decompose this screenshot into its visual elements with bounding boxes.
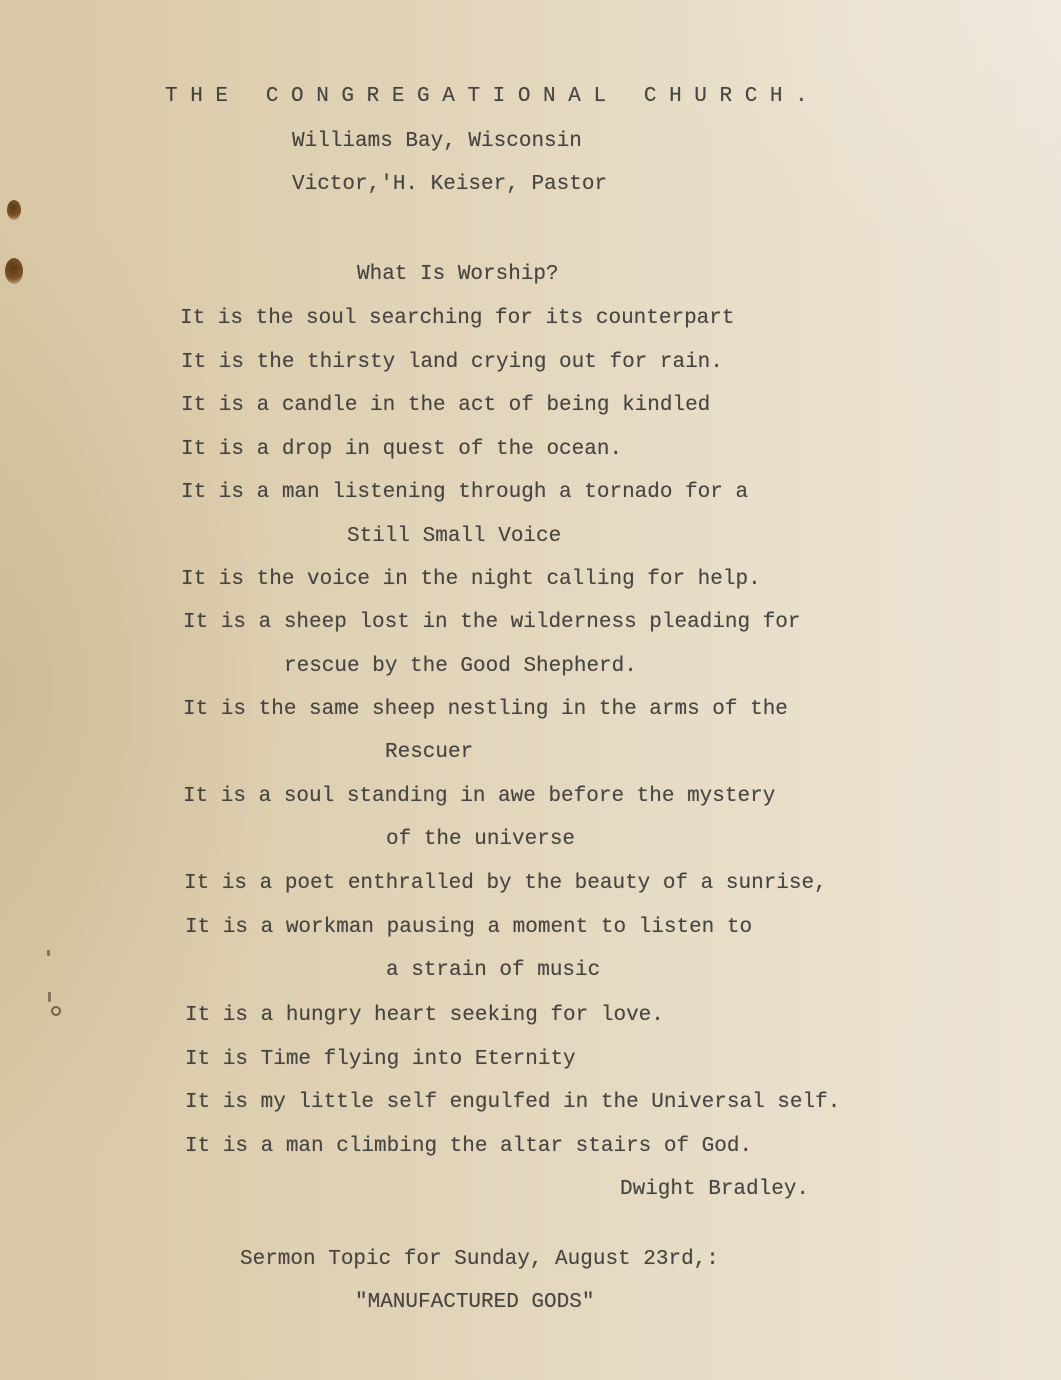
sermon-topic-label: Sermon Topic for Sunday, August 23rd,: — [240, 1248, 719, 1271]
sermon-title: "MANUFACTURED GODS" — [355, 1291, 595, 1314]
paper-stain-spot — [5, 258, 23, 284]
poem-line: It is a hungry heart seeking for love. — [185, 1004, 664, 1027]
poem-line: It is the voice in the night calling for help. — [181, 568, 761, 591]
poem-line: It is a poet enthralled by the beauty of a sunrise, — [184, 872, 827, 895]
poem-line: It is a candle in the act of being kindled — [181, 394, 711, 417]
poem-line: It is the thirsty land crying out for rain. — [181, 351, 723, 374]
paper-speck — [47, 950, 50, 956]
poem-author: Dwight Bradley. — [620, 1178, 810, 1201]
pastor-name: Victor,'H. Keiser, Pastor — [292, 173, 608, 196]
poem-line-continuation: Rescuer — [385, 741, 474, 764]
poem-line: It is a man listening through a tornado for a — [181, 481, 749, 504]
poem-line: It is my little self engulfed in the Universal self. — [185, 1091, 841, 1114]
poem-line: It is the soul searching for its counterpart — [180, 307, 735, 330]
paper-ring-mark — [51, 1006, 61, 1016]
poem-line: It is a man climbing the altar stairs of God. — [185, 1135, 753, 1158]
poem-line-continuation: rescue by the Good Shepherd. — [284, 655, 637, 678]
poem-line: It is a soul standing in awe before the mystery — [183, 785, 776, 808]
poem-line: It is a sheep lost in the wilderness pleading for — [183, 611, 801, 634]
church-name-heading: T H E C O N G R E G A T I O N A L C H U R C H . — [165, 85, 808, 108]
paper-speck — [48, 992, 51, 1002]
poem-line-continuation: of the universe — [386, 828, 576, 851]
poem-line: It is the same sheep nestling in the arms of the — [183, 698, 788, 721]
poem-line: It is Time flying into Eternity — [185, 1048, 576, 1071]
poem-line-continuation: a strain of music — [386, 959, 601, 982]
poem-line-continuation: Still Small Voice — [347, 525, 562, 548]
church-location: Williams Bay, Wisconsin — [292, 130, 582, 153]
poem-title: What Is Worship? — [357, 263, 559, 286]
paper-stain-spot — [7, 200, 21, 220]
poem-line: It is a workman pausing a moment to listen to — [185, 916, 753, 939]
poem-line: It is a drop in quest of the ocean. — [181, 438, 623, 461]
